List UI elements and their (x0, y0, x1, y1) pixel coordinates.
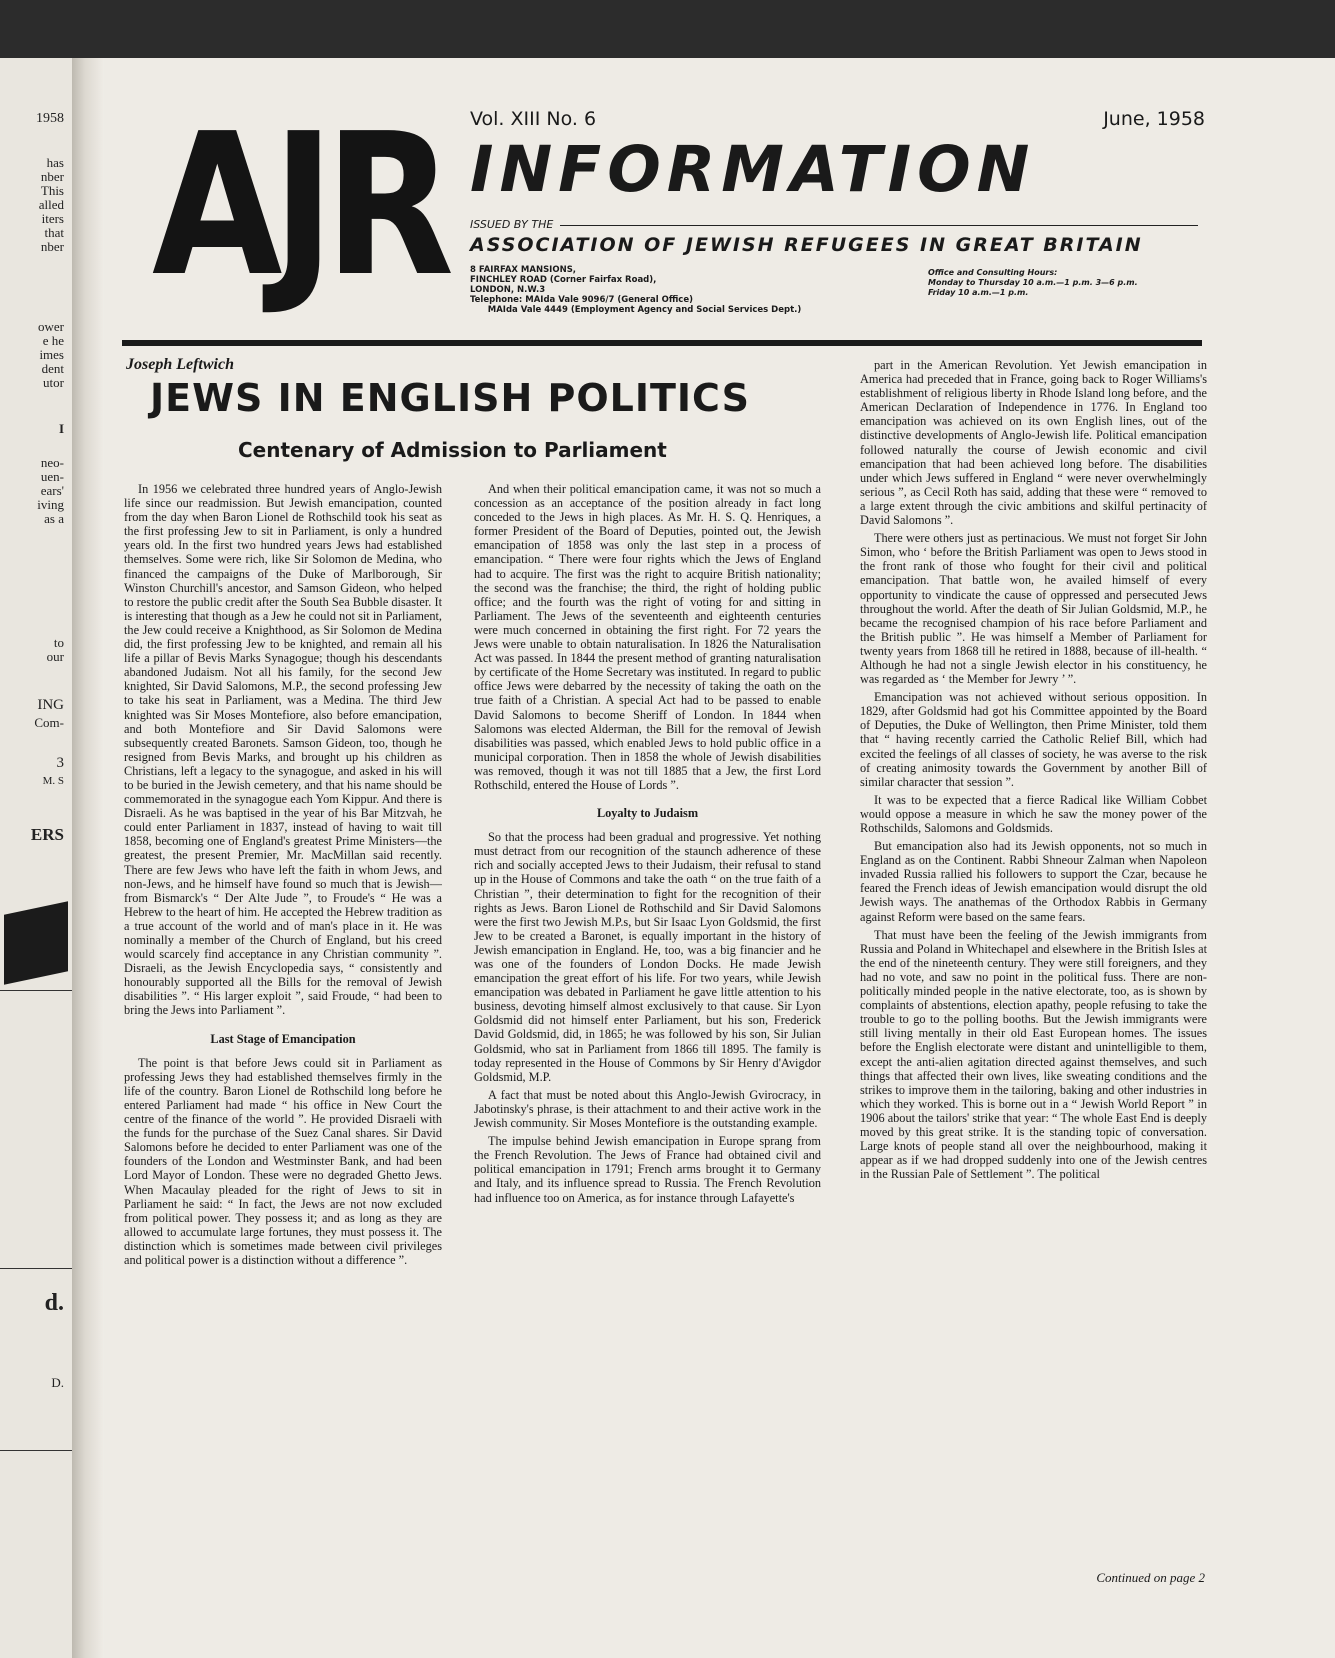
masthead-logo: AJR (152, 92, 445, 320)
prev-page-fragment: nber (40, 169, 64, 184)
masthead-rule (122, 340, 1202, 346)
prev-page-fragment: ING (37, 697, 64, 713)
prev-page-fragment: as a (44, 511, 64, 526)
prev-page-fragment: ERS (30, 825, 64, 844)
paragraph: In 1956 we celebrated three hundred years of Anglo-Jewish life since our readmission. But Jewish emancipation, counted from the day when Baron Lionel de Rothschild took his seat as the first professing Jew to sit in Parliament, is only a hundred years old. In the first two hundred years Jews had established themselves. Some were rich, like Sir Solomon de Medina, who financed the campaigns of the Duke of Marlborough, Sir Winston Churchill's ancestor, and Samson Gideon, who helped to restore the public credit after the South Sea Bubble disaster. It is interesting that though as a Jew he could not sit in Parliament, the Jew could receive a Knighthood, as Sir Solomon de Medina did, the first professing Jew to be knighted, and remain all his life a pillar of Bevis Marks Synagogue; though his descendants abandoned Judaism. Not all his family, for the second Jew knighted, Sir David Salomons, M.P., the second professing Jew to take his seat in Parliament, was a Medina. The third Jew knighted was Sir Moses Montefiore, also before emancipation, and both Montefiore and Sir David Salomons were subsequently created Baronets. Samson Gideon, too, though he resigned from Bevis Marks, and brought up his children as Christians, left a legacy to the synagogue, and asked in his will to be buried in the Jewish cemetery, and that his name should be commemorated in the synagogue each Yom Kippur. And there is Disraeli. As he was baptised in the year of his Bar Mitzvah, he could enter Parliament in 1837, instead of having to wait till 1858, becoming one of England's greatest Prime Ministers—the greatest, the present Premier, Mr. MacMillan said recently. There are few Jews who have left the faith in whom Jews, and non-Jews, and he himself have found so much that is Jewish—from Bismarck's “ Der Alte Jude ”, to Froude's “ He was a Hebrew to the heart of him. He accepted the Hebrew tradition as a true account of the world and of man's place in it. He was nominally a member of the Church of England, but his creed would scarcely find acceptance in any Christian community ”. Disraeli, as the Jewish Encyclopedia says, “ consistently and honourably supported all the Bills for the removal of Jewish disabilities ”. “ His larger exploit ”, said Froude, “ had been to bring the Jews into Parliament ”. (124, 482, 442, 1018)
prev-page-fragment: uen- (40, 469, 64, 484)
article-headline: JEWS IN ENGLISH POLITICS (150, 376, 751, 420)
prev-page-rule (0, 1268, 72, 1269)
prev-page-fragment: has (46, 155, 64, 170)
prev-page-fragment: 1958 (36, 111, 64, 126)
paragraph: So that the process had been gradual and progressive. Yet nothing must detract from our recognition of the staunch adherence of these rich and socially accepted Jews to their Judaism, their refusal to stand up in the House of Commons and take the oath “ on the true faith of a Christian ”, their determination to fight for the recognition of their rights as Jews. Baron Lionel de Rothschild and Sir David Salomons were the first two Jewish M.P.s, but Sir Isaac Lyon Goldsmid, the first Jew to be created a Baronet, is equally important in the history of Jewish emancipation in England. He, too, was a big financier and he was one of the founders of London Docks. He made Jewish emancipation the great effort of his life. For two years, while Jewish emancipation was debated in Parliament he gave little attention to his business, devoting himself almost exclusively to that cause. Sir Lyon Goldsmid did not himself enter Parliament, but his son, Frederick David Goldsmid, did, in 1865; he was followed by his son, Sir Julian Goldsmid, who sat in Parliament from 1866 till 1895. The family is today represented in the House of Commons by Sir Henry d'Avigdor Goldsmid, M.P. (474, 830, 821, 1084)
scan-top-border (0, 0, 1335, 60)
paragraph: And when their political emancipation came, it was not so much a concession as an acceptance of the position already in fact long conceded to the Jews in high places. As Mr. H. S. Q. Henriques, a former President of the Board of Deputies, pointed out, the Jewish emancipation of 1858 was only the last step in a process of emancipation. “ There were four rights which the Jews of England had to acquire. The first was the right to acquire British nationality; the second was the franchise; the third, the right of holding public office; and the fourth was the right of voting for and sitting in Parliament. The Jews of the seventeenth and eighteenth centuries were much concerned in obtaining the first right. For 72 years the Jews were unable to obtain naturalisation. In 1826 the Naturalisation Act was passed. In 1844 the present method of granting naturalisation by certificate of the Home Secretary was instituted. In regard to public office Jews were debarred by the necessity of taking the oath on the true faith of a Christian. A special Act had to be passed to enable David Salomons to become Sheriff of London. In 1844 when Salomons was elected Alderman, the Bill for the removal of Jewish disabilities was passed, which enabled Jews to hold public office in a municipal corporation. Then in 1858 the whole of Jewish disabilities was removed, though it was not till 1885 that a Jew, the first Lord Rothschild, entered the House of Lords ”. (474, 482, 821, 792)
masthead-title: INFORMATION (470, 133, 1036, 206)
paragraph: It was to be expected that a fierce Radical like William Cobbet would oppose a measure in which he saw the money power of the Rothschilds, Salomons and Goldsmids. (860, 792, 1207, 835)
article-subheadline: Centenary of Admission to Parliament (238, 438, 667, 462)
prev-page-fragment: dent (41, 361, 64, 376)
prev-page-fragment: I (58, 421, 64, 436)
prev-page-fragment: This (40, 183, 64, 198)
prev-page-fragment: utor (43, 375, 64, 390)
prev-page-image-fragment (4, 901, 68, 985)
paragraph: Emancipation was not achieved without serious opposition. In 1829, after Goldsmid had got his Committee appointed by the Board of Deputies, the Duke of Wellington, then Prime Minister, told them that “ having recently carried the Catholic Relief Bill, which had excited the feelings of all classes of society, he was averse to the risk of creating animosity towards the Government by another Bill of similar character that session ”. (860, 690, 1207, 789)
paragraph: part in the American Revolution. Yet Jewish emancipation in America had preceded that in France, going back to Roger Williams's establishment of religious liberty in Rhode Island long before, and the American Declaration of Independence in 1776. In England too emancipation was achieved on its own English lines, out of the distinctive developments of Anglo-Jewish life. Political emancipation followed naturally the course of Jewish economic and civil emancipation that had been achieved long before. The disabilities under which Jews suffered in England “ were never overwhelmingly serious ”, as Cecil Roth has said, adding that these were “ removed to a large extent through the civic ambitions and skilful pertinacity of David Salomons ”. (860, 358, 1207, 528)
association-name: ASSOCIATION OF JEWISH REFUGEES IN GREAT BRITAIN (470, 234, 1143, 256)
article-column-3 (860, 358, 1207, 1568)
page-gutter (72, 58, 104, 1658)
prev-page-fragment: d. (44, 1290, 64, 1316)
paragraph: The impulse behind Jewish emancipation in Europe sprang from the French Revolution. The Jews of France had obtained civil and political emancipation in 1791; French arms brought it to Germany and Italy, and its influence spread to Russia. The French Revolution had influence too on America, as for instance through Lafayette's (474, 1134, 821, 1205)
continued-note: Continued on page 2 (1096, 1570, 1205, 1585)
prev-page-fragment: ower (38, 319, 64, 334)
paragraph: But emancipation also had its Jewish opponents, not so much in England as on the Continent. Rabbi Shneour Zalman when Napoleon invaded Russia rallied his followers to support the Czar, because he feared the French ideas of Jewish emancipation would disrupt the old Jewish ways. The anathemas of the Orthodox Rabbis in Germany against Reform were based on the same fears. (860, 839, 1207, 924)
volume-number: Vol. XIII No. 6 (470, 108, 597, 130)
prev-page-fragment: D. (51, 1375, 64, 1390)
previous-page-edge (0, 58, 72, 1658)
article-column-1 (124, 482, 442, 1552)
prev-page-fragment: 3 (56, 755, 64, 771)
issued-by-rule (560, 225, 1198, 226)
issue-date: June, 1958 (1103, 108, 1205, 130)
office-hours: Office and Consulting Hours: Monday to Thursday 10 a.m.—1 p.m. 3—6 p.m. Friday 10 a.m.—1 p.m. (928, 268, 1138, 297)
prev-page-fragment: neo- (40, 455, 64, 470)
paragraph: A fact that must be noted about this Anglo-Jewish Gvirocracy, in Jabotinsky's phrase, is their attachment to and their active work in the Jewish community. Sir Moses Montefiore is the outstanding example. (474, 1087, 821, 1131)
prev-page-fragment: our (46, 649, 64, 664)
prev-page-fragment: M. S (42, 775, 64, 787)
prev-page-fragment: imes (39, 347, 64, 362)
prev-page-fragment: iters (41, 211, 64, 226)
prev-page-fragment: that (44, 225, 64, 240)
office-address: 8 FAIRFAX MANSIONS, FINCHLEY ROAD (Corner Fairfax Road), LONDON, N.W.3 Telephone: MAIda Vale 9096/7 (General Office) MAIda Vale 4449 (Employment Agency and Social Services Dept.) (470, 265, 802, 315)
prev-page-fragment: alled (38, 197, 64, 212)
article-column-2 (474, 482, 821, 1570)
article-author: Joseph Leftwich (126, 356, 234, 373)
section-heading: Loyalty to Judaism (596, 806, 699, 821)
paragraph: The point is that before Jews could sit in Parliament as professing Jews they had established themselves firmly in the life of the country. Baron Lionel de Rothschild long before he entered Parliament had made “ his office in New Court the centre of the finance of the world ”. He provided Disraeli with the funds for the purchase of the Suez Canal shares. Sir David Salomons before he decided to enter Parliament was one of the founders of the London and Westminster Bank, and had been Lord Mayor of London. These were no degraded Ghetto Jews. When Macaulay pleaded for the right of Jews to sit in Parliament he said: “ In fact, the Jews are not now excluded from political power. They possess it; and as long as they are allowed to accumulate large fortunes, they must possess it. The distinction which is sometimes made between civil privileges and political power is a distinction without a difference ”. (124, 1055, 442, 1267)
section-heading: Last Stage of Emancipation (210, 1031, 356, 1046)
prev-page-rule (0, 990, 72, 991)
prev-page-fragment: ears' (40, 483, 64, 498)
issued-by: ISSUED BY THE (470, 218, 554, 231)
prev-page-fragment: nber (40, 239, 64, 254)
prev-page-fragment: e he (42, 333, 64, 348)
paragraph: That must have been the feeling of the Jewish immigrants from Russia and Poland in Whitechapel and elsewhere in the British Isles at the end of the nineteenth century. They were still foreigners, and they had no vote, and saw no point in the political fuss. There are non-politically minded people in the native electorate, too, as is shown by complaints of abstentions, election apathy, people refusing to take the trouble to go to the polling booths. But the Jewish immigrants were still living mentally in their old East European homes. The issues before the English electorate were distant and unintelligible to them, except the anti-alien agitation directed against themselves, and such things that affected their own lives, like sweating conditions and the strikes to improve them in the tailoring, baking and other industries in which they worked. This is borne out in a “ Jewish World Report ” in 1906 about the tailors' strike that year: “ The whole East End is deeply moved by this great strike. It is the standing topic of conversation. Large knots of people stand all over the neighbourhood, making it appear as if we had dropped suddenly into one of the Jewish centres in the Russian Pale of Settlement ”. The political (860, 927, 1207, 1182)
prev-page-fragment: Com- (34, 715, 64, 730)
paragraph: There were others just as pertinacious. We must not forget Sir John Simon, who ‘ before the British Parliament was open to Jews stood in the front rank of those who fought for their civil and political emancipation. That battle won, he availed himself of every opportunity to vindicate the cause of oppressed and persecuted Jews throughout the world. After the death of Sir Julian Goldsmid, M.P., he became the recognised champion of his race before Parliament and the British public ”. He was himself a Member of Parliament for twenty years from 1868 till he retired in 1888, because of ill-health. “ Although he had not a single Jewish elector in his constituency, he was regarded as ‘ the Member for Jewry ’ ”. (860, 531, 1207, 687)
prev-page-fragment: to (53, 635, 64, 650)
prev-page-fragment: iving (37, 497, 64, 512)
prev-page-rule (0, 1450, 72, 1451)
